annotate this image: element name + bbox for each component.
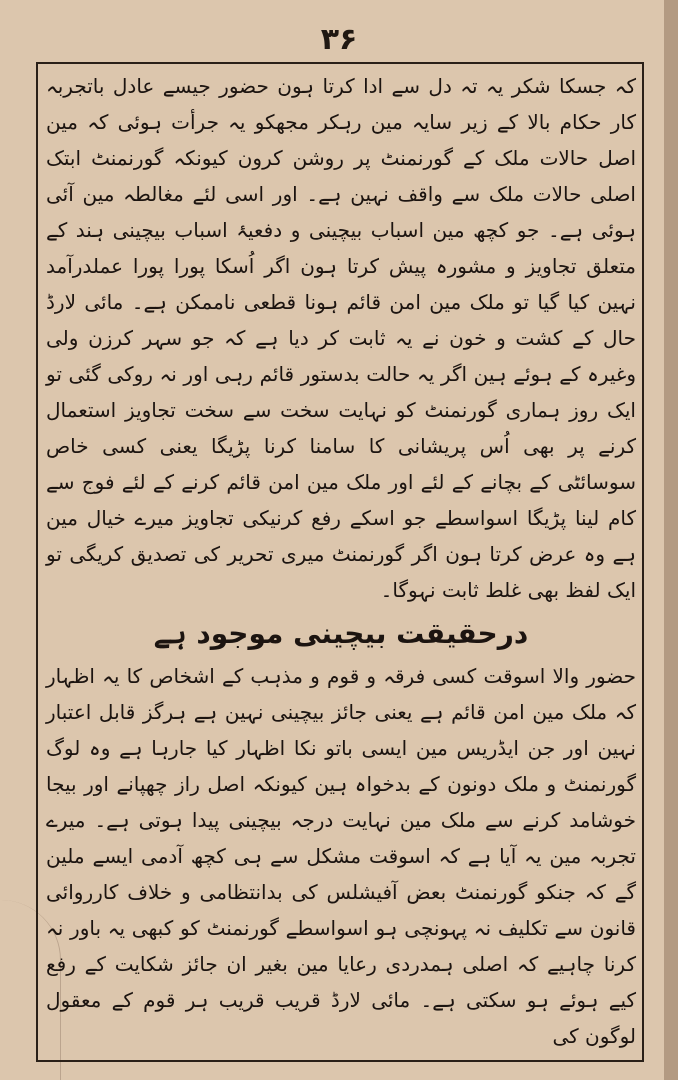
section-heading: درحقیقت بیچینی موجود ہے (153, 617, 529, 650)
paragraph-1: کہ جسکا شکر یہ تہ دل سے ادا کرتا ہون حضور جیسے عادل باتجربہ کار حکام بالا کے زیر سایہ مین رہکر مجھکو یہ جرأت ہوئی کہ مین اصل حالات ملک کے گورنمنٹ پر روشن کرون کیونکہ گورنمنٹ ابتک اصلی حالات ملک سے واقف نہین ہے۔ اور اسی لئے مغالطہ مین آئی ہوئی ہے۔ جو کچھ مین اسباب بیچینی و دفعیۂ اسباب بیچینی ہند کے متعلق تجاویز و مشورہ پیش کرتا ہون اگر اُسکا پورا پورا عملدرآمد نہین کیا گیا تو ملک مین امن قائم ہونا قطعی ناممکن ہے۔ مائی لارڈ حال کے کشت و خون نے یہ ثابت کر دیا ہے کہ جو سہر کرزن ولی وغیرہ کے ہوئے ہین اگر یہ حالت بدستور قائم رہی اور نہ روکی گئی تو ایک روز ہماری گورنمنٹ کو نہایت سخت سے سخت تجاویز استعمال کرنے پر بھی اُس پریشانی کا سامنا کرنا پڑیگا یعنی کسی خاص سوسائٹی کے بچانے کے لئے اور ملک مین امن قائم کرنے کے لئے فوج سے کام لینا پڑیگا اسواسطے جو اسکے رفع کرنیکی تجاویز میرے خیال مین ہے وہ عرض کرتا ہون اگر گورنمنٹ میری تحریر کی تصدیق کریگی تو ایک لفظ بھی غلط ثابت نہوگا۔ (46, 74, 636, 602)
page-edge (664, 0, 678, 1080)
urdu-text-block (46, 68, 636, 1054)
paragraph-2: حضور والا اسوقت کسی فرقہ و قوم و مذہب کے اشخاص کا یہ اظہار کہ ملک مین امن قائم ہے یعنی جائز بیچینی نہین ہے ہرگز قابل اعتبار نہین اور جن ایڈریس مین ایسی باتو نکا اظہار کیا جارہا ہے وہ لوگ گورنمنٹ و ملک دونون کے بدخواہ ہین کیونکہ اصل راز چھپانے اور بیجا خوشامد کرنے سے ملک مین نہایت درجہ بیچینی پیدا ہوتی ہے۔ میرے تجربہ مین یہ آیا ہے کہ اسوقت مشکل سے ہی کچھ آدمی ایسے ملین گے کہ جنکو گورنمنٹ بعض آفیشلس کی بدانتظامی و خلاف کارروائی قانون سے تکلیف نہ پہونچی ہو اسواسطے گورنمنٹ کو کبھی یہ باور نہ کرنا چاہیے کہ اصلی ہمدردی رعایا مین بغیر ان جائز شکایت کے رفع کیے ہوئے ہو سکتی ہے۔ مائی لارڈ قریب قریب ہر قوم کے معقول لوگون کی (46, 664, 636, 1048)
page-number: ۳۶ (320, 22, 358, 57)
